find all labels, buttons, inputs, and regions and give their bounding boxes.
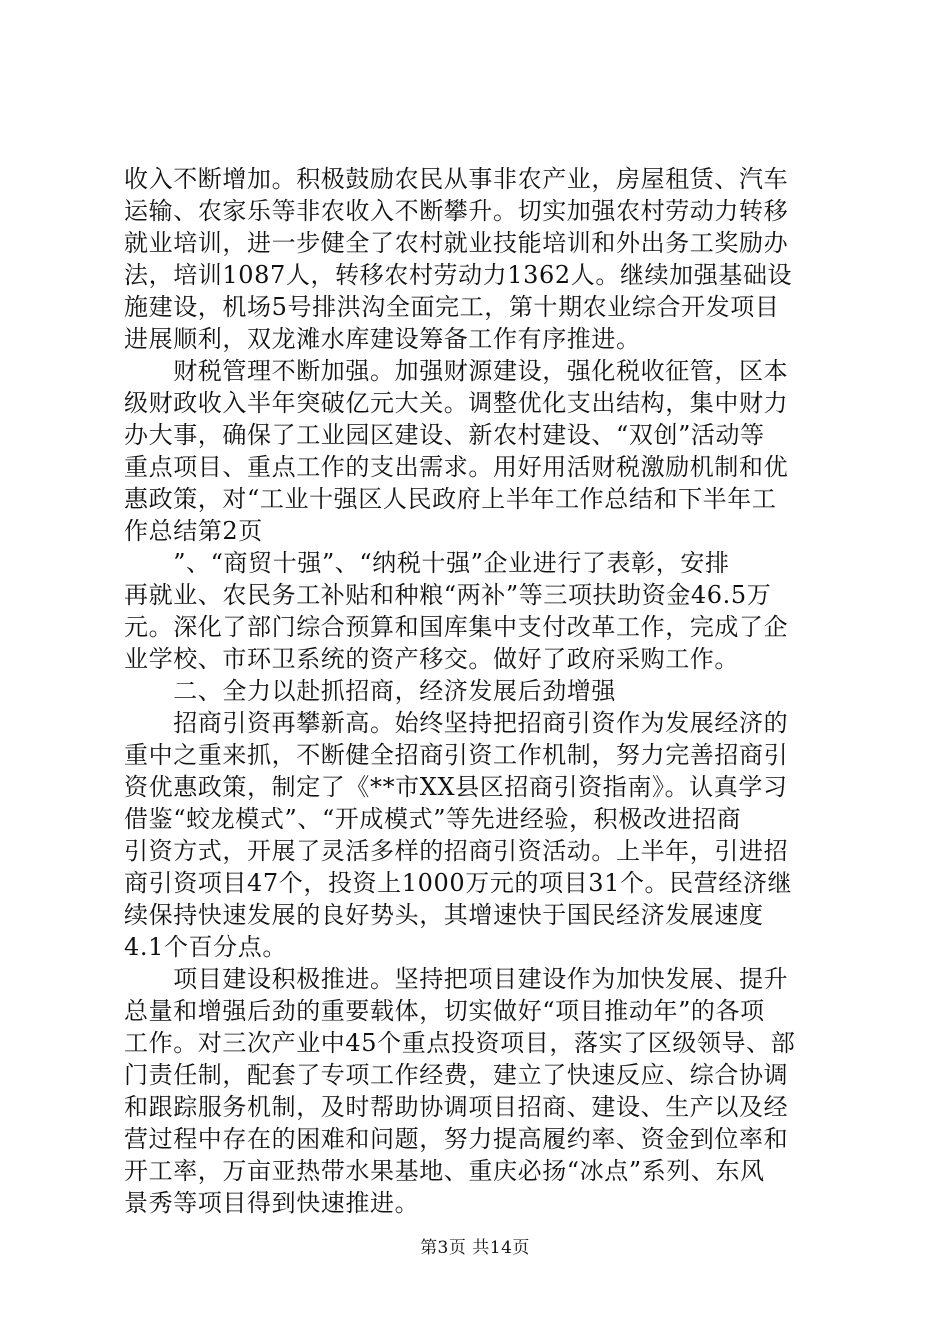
text-line: 商引资项目47个，投资上1000万元的项目31个。民营经济继 [124,869,793,897]
text-line: 就业培训，进一步健全了农村就业技能培训和外出务工奖励办 [124,229,789,257]
text-line: 施建设，机场5号排洪沟全面完工，第十期农业综合开发项目 [124,293,780,321]
text-line: 惠政策，对“工业十强区人民政府上半年工作总结和下半年工 [124,485,777,513]
page-footer: 第3页 共14页 [420,1238,530,1258]
text-line: 法，培训1087人，转移农村劳动力1362人。继续加强基础设 [124,261,793,289]
text-line: 业学校、市环卫系统的资产移交。做好了政府采购工作。 [124,645,739,673]
text-line: 总量和增强后劲的重要载体，切实做好“项目推动年”的各项 [124,997,765,1025]
text-line: 营过程中存在的困难和问题，努力提高履约率、资金到位率和 [124,1125,789,1153]
text-line: 收入不断增加。积极鼓励农民从事非农产业，房屋租赁、汽车 [124,165,789,193]
body-text [124,163,844,1219]
text-line: 重中之重来抓，不断健全招商引资工作机制，努力完善招商引 [124,741,789,769]
text-line: 开工率，万亩亚热带水果基地、重庆必扬“冰点”系列、东风 [124,1157,765,1185]
text-line: 引资方式，开展了灵活多样的招商引资活动。上半年，引进招 [124,837,789,865]
section-heading: 二、全力以赴抓招商，经济发展后劲增强 [124,677,616,705]
text-line: 招商引资再攀新高。始终坚持把招商引资作为发展经济的 [124,709,789,737]
text-line: 财税管理不断加强。加强财源建设，强化税收征管，区本 [124,357,789,385]
text-line: 和跟踪服务机制，及时帮助协调项目招商、建设、生产以及经 [124,1093,789,1121]
text-line: 运输、农家乐等非农收入不断攀升。切实加强农村劳动力转移 [124,197,789,225]
text-line: 项目建设积极推进。坚持把项目建设作为加快发展、提升 [124,965,789,993]
text-line: 元。深化了部门综合预算和国库集中支付改革工作，完成了企 [124,613,789,641]
text-line: 门责任制，配套了专项工作经费，建立了快速反应、综合协调 [124,1061,789,1089]
text-line: 重点项目、重点工作的支出需求。用好用活财税激励机制和优 [124,453,789,481]
text-line: 进展顺利，双龙滩水库建设筹备工作有序推进。 [124,325,641,353]
text-line: 借鉴“蛟龙模式”、“开成模式”等先进经验，积极改进招商 [124,805,742,833]
text-line: 4.1个百分点。 [124,933,287,961]
text-line: 作总结第2页 [124,517,263,545]
text-line: 工作。对三次产业中45个重点投资项目，落实了区级领导、部 [124,1029,796,1057]
text-line: 景秀等项目得到快速推进。 [124,1189,420,1217]
text-line: 续保持快速发展的良好势头，其增速快于国民经济发展速度 [124,901,764,929]
text-line: 办大事，确保了工业园区建设、新农村建设、“双创”活动等 [124,421,765,449]
text-line: 再就业、农民务工补贴和种粮“两补”等三项扶助资金46.5万 [124,581,772,609]
text-line: 资优惠政策，制定了《**市XX县区招商引资指南》。认真学习 [124,773,788,801]
text-line: ”、“商贸十强”、“纳税十强”企业进行了表彰，安排 [124,549,730,577]
text-line: 级财政收入半年突破亿元大关。调整优化支出结构，集中财力 [124,389,789,417]
